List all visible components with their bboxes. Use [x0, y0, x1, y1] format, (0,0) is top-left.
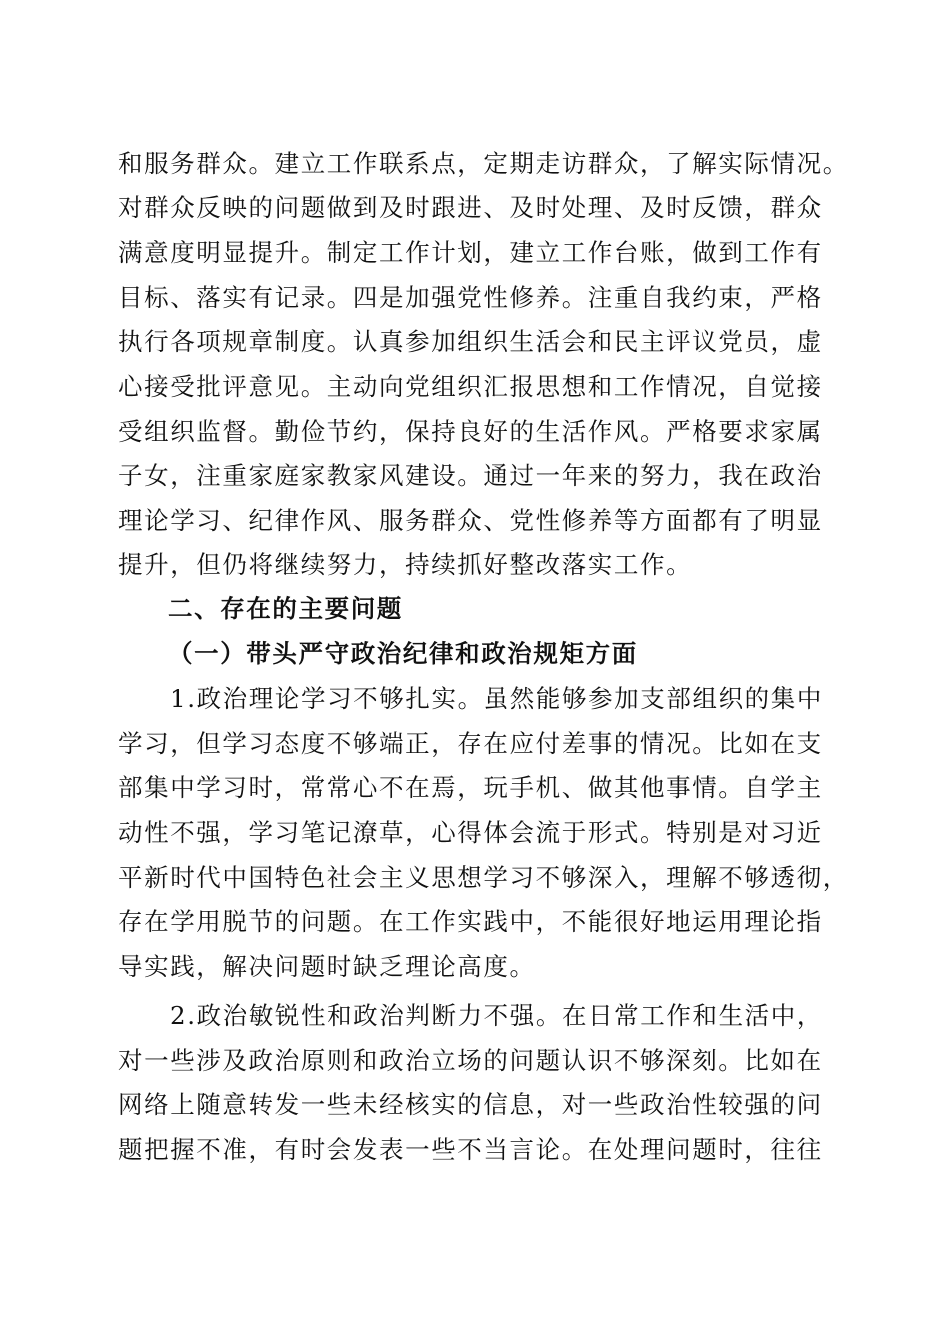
item1-line: 1.政治理论学习不够扎实。虽然能够参加支部组织的集中 [170, 684, 823, 713]
body-text-line: 目标、落实有记录。四是加强党性修养。注重自我约束，严格 [118, 283, 823, 312]
body-text-line: 子女，注重家庭家教家风建设。通过一年来的努力，我在政治 [118, 461, 823, 490]
item1-line: 动性不强，学习笔记潦草，心得体会流于形式。特别是对习近 [118, 818, 823, 847]
subsection-heading: （一）带头严守政治纪律和政治规矩方面 [168, 639, 638, 668]
section-heading: 二、存在的主要问题 [168, 594, 403, 623]
body-text-line: 满意度明显提升。制定工作计划，建立工作台账，做到工作有 [118, 238, 823, 267]
item2-line: 题把握不准，有时会发表一些不当言论。在处理问题时，往往 [118, 1135, 823, 1164]
body-text-line: 心接受批评意见。主动向党组织汇报思想和工作情况，自觉接 [118, 372, 823, 401]
item1-line: 导实践，解决问题时缺乏理论高度。 [118, 952, 536, 981]
item2-line: 网络上随意转发一些未经核实的信息，对一些政治性较强的问 [118, 1090, 823, 1119]
body-text-line: 和服务群众。建立工作联系点，定期走访群众，了解实际情况。 [118, 149, 849, 178]
item1-line: 学习，但学习态度不够端正，存在应付差事的情况。比如在支 [118, 729, 823, 758]
body-text-line: 提升，但仍将继续努力，持续抓好整改落实工作。 [118, 550, 693, 579]
item1-line: 平新时代中国特色社会主义思想学习不够深入，理解不够透彻， [118, 863, 849, 892]
body-text-line: 受组织监督。勤俭节约，保持良好的生活作风。严格要求家属 [118, 417, 823, 446]
item2-line: 对一些涉及政治原则和政治立场的问题认识不够深刻。比如在 [118, 1046, 823, 1075]
body-text-line: 执行各项规章制度。认真参加组织生活会和民主评议党员，虚 [118, 327, 823, 356]
body-text-line: 理论学习、纪律作风、服务群众、党性修养等方面都有了明显 [118, 506, 823, 535]
item2-line: 2.政治敏锐性和政治判断力不强。在日常工作和生活中， [170, 1001, 823, 1030]
item1-line: 存在学用脱节的问题。在工作实践中，不能很好地运用理论指 [118, 907, 823, 936]
item1-line: 部集中学习时，常常心不在焉，玩手机、做其他事情。自学主 [118, 773, 823, 802]
body-text-line: 对群众反映的问题做到及时跟进、及时处理、及时反馈，群众 [118, 193, 823, 222]
